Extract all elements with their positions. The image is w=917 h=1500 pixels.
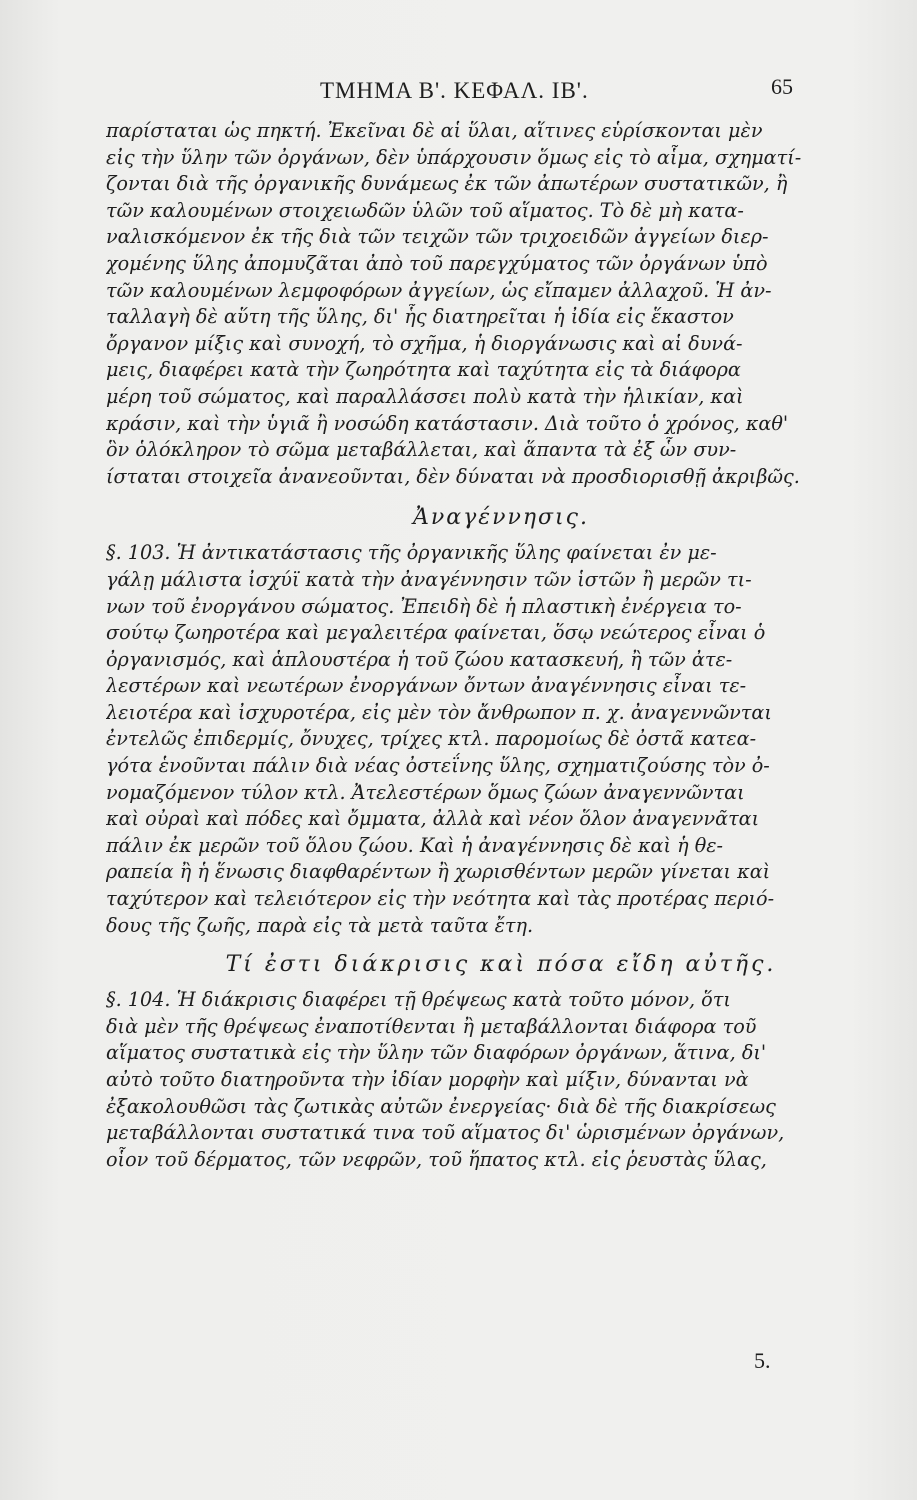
text-line: ζονται διὰ τῆς ὀργανικῆς δυνάμεως ἐκ τῶν ἀπωτέρων συστατικῶν, ἢ [106,172,788,196]
text-line: λεστέρων καὶ νεωτέρων ἐνοργάνων ὄντων ἀναγέννησις εἶναι τε- [106,674,747,698]
text-line: σούτῳ ζωηροτέρα καὶ μεγαλειτέρα φαίνεται, ὅσῳ νεώτερος εἶναι ὁ [106,621,766,645]
text-line: ταλλαγὴ δὲ αὕτη τῆς ὕλης, δι' ἧς διατηρεῖται ἡ ἰδία εἰς ἕκαστον [106,305,734,329]
text-line: μεταβάλλονται συστατικά τινα τοῦ αἵματος δι' ὡρισμένων ὀργάνων, [106,1121,785,1145]
paragraph-continuation [106,118,836,490]
text-line: ὃν ὁλόκληρον τὸ σῶμα μεταβάλλεται, καὶ ἅπαντα τὰ ἐξ ὧν συν- [106,438,737,462]
text-line: πάλιν ἐκ μερῶν τοῦ ὅλου ζώου. Καὶ ἡ ἀναγέννησις δὲ καὶ ἡ θε- [106,833,724,857]
text-line: αἵματος συστατικὰ εἰς τὴν ὕλην τῶν διαφόρων ὀργάνων, ἅτινα, δι' [106,1041,767,1065]
text-line: νομαζόμενον τύλον κτλ. Ἀτελεστέρων ὅμως ζώων ἀναγεννῶνται [106,780,745,804]
paragraph-103 [106,540,836,939]
text-line: διὰ μὲν τῆς θρέψεως ἐναποτίθενται ἢ μεταβάλλονται διάφορα τοῦ [106,1014,757,1038]
running-title: ΤΜΗΜΑ Β'. ΚΕΦΑΛ. ΙΒ'. [320,78,589,103]
text-line: λειοτέρα καὶ ἰσχυροτέρα, εἰς μὲν τὸν ἄνθρωπον π. χ. ἀναγεννῶνται [106,700,772,724]
section-heading-secretion: Τί ἐστι διάκρισις καὶ πόσα εἴδη αὐτῆς. [225,952,777,978]
text-line: μέρη τοῦ σώματος, καὶ παραλλάσσει πολὺ κατὰ τὴν ἡλικίαν, καὶ [106,384,744,408]
text-line: αὐτὸ τοῦτο διατηροῦντα τὴν ἰδίαν μορφὴν καὶ μίξιν, δύνανται νὰ [106,1068,749,1091]
text-line: §. 104. Ἡ διάκρισις διαφέρει τῇ θρέψεως κατὰ τοῦτο μόνον, ὅτι [106,988,731,1012]
text-line: τῶν καλουμένων λεμφοφόρων ἀγγείων, ὡς εἴπαμεν ἀλλαχοῦ. Ἡ ἀν- [106,278,772,302]
text-line: ταχύτερον καὶ τελειότερον εἰς τὴν νεότητα καὶ τὰς προτέρας περιό- [106,887,775,911]
text-line: οἷον τοῦ δέρματος, τῶν νεφρῶν, τοῦ ἥπατος κτλ. εἰς ῥευστὰς ὕλας, [106,1147,767,1171]
paragraph-104 [106,987,836,1173]
text-line: νων τοῦ ἐνοργάνου σώματος. Ἐπειδὴ δὲ ἡ πλαστικὴ ἐνέργεια το- [106,594,742,618]
text-line: γότα ἑνοῦνται πάλιν διὰ νέας ὀστεΐνης ὕλης, σχηματιζούσης τὸν ὀ- [106,754,770,778]
text-line: ἐξακολουθῶσι τὰς ζωτικὰς αὐτῶν ἐνεργείας· διὰ δὲ τῆς διακρίσεως [106,1094,776,1118]
text-line: γάλῃ μάλιστα ἰσχύϊ κατὰ τὴν ἀναγέννησιν τῶν ἱστῶν ἢ μερῶν τι- [106,567,752,591]
page-header [0,66,917,106]
page-body [106,118,836,1173]
text-line: δους τῆς ζωῆς, παρὰ εἰς τὰ μετὰ ταῦτα ἔτη. [106,913,534,937]
page-number: 65 [771,74,793,99]
text-line: εἰς τὴν ὕλην τῶν ὀργάνων, δὲν ὑπάρχουσιν ὅμως εἰς τὸ αἷμα, σχηματί- [106,145,802,169]
text-line: ἐντελῶς ἐπιδερμίς, ὄνυχες, τρίχες κτλ. παρομοίως δὲ ὀστᾶ κατεα- [106,727,757,751]
section-heading-regeneration: Ἀναγέννησις. [413,505,589,531]
text-line: καὶ οὐραὶ καὶ πόδες καὶ ὄμματα, ἀλλὰ καὶ νέον ὅλον ἀναγεννᾶται [106,807,760,831]
text-line: παρίσταται ὡς πηκτή. Ἐκεῖναι δὲ αἱ ὕλαι, αἵτινες εὑρίσκονται μὲν [106,119,763,142]
text-line: ραπεία ἢ ἡ ἕνωσις διαφθαρέντων ἢ χωρισθέντων μερῶν γίνεται καὶ [106,860,771,884]
text-line: κράσιν, καὶ τὴν ὑγιᾶ ἢ νοσώδη κατάστασιν. Διὰ τοῦτο ὁ χρόνος, καθ' [106,411,789,435]
text-line: ίσταται στοιχεῖα ἀνανεοῦνται, δὲν δύναται νὰ προσδιορισθῇ ἀκριβῶς. [106,464,800,488]
text-line: §. 103. Ἡ ἀντικατάστασις τῆς ὀργανικῆς ὕλης φαίνεται ἐν με- [106,541,717,565]
text-line: χομένης ὕλης ἀπομυζᾶται ἀπὸ τοῦ παρεγχύματος τῶν ὀργάνων ὑπὸ [106,251,768,275]
signature-mark: 5. [754,1348,771,1373]
text-line: ναλισκόμενον ἐκ τῆς διὰ τῶν τειχῶν τῶν τριχοειδῶν ἀγγείων διερ- [106,225,769,249]
text-line: ὄργανον μίξις καὶ συνοχή, τὸ σχῆμα, ἡ διοργάνωσις καὶ αἱ δυνά- [106,331,743,355]
text-line: τῶν καλουμένων στοιχειωδῶν ὑλῶν τοῦ αἵματος. Τὸ δὲ μὴ κατα- [106,198,744,222]
text-line: ὀργανισμός, καὶ ἁπλουστέρα ἡ τοῦ ζώου κατασκευή, ἢ τῶν ἀτε- [106,647,733,671]
text-line: μεις, διαφέρει κατὰ τὴν ζωηρότητα καὶ ταχύτητα εἰς τὰ διάφορα [106,358,741,382]
